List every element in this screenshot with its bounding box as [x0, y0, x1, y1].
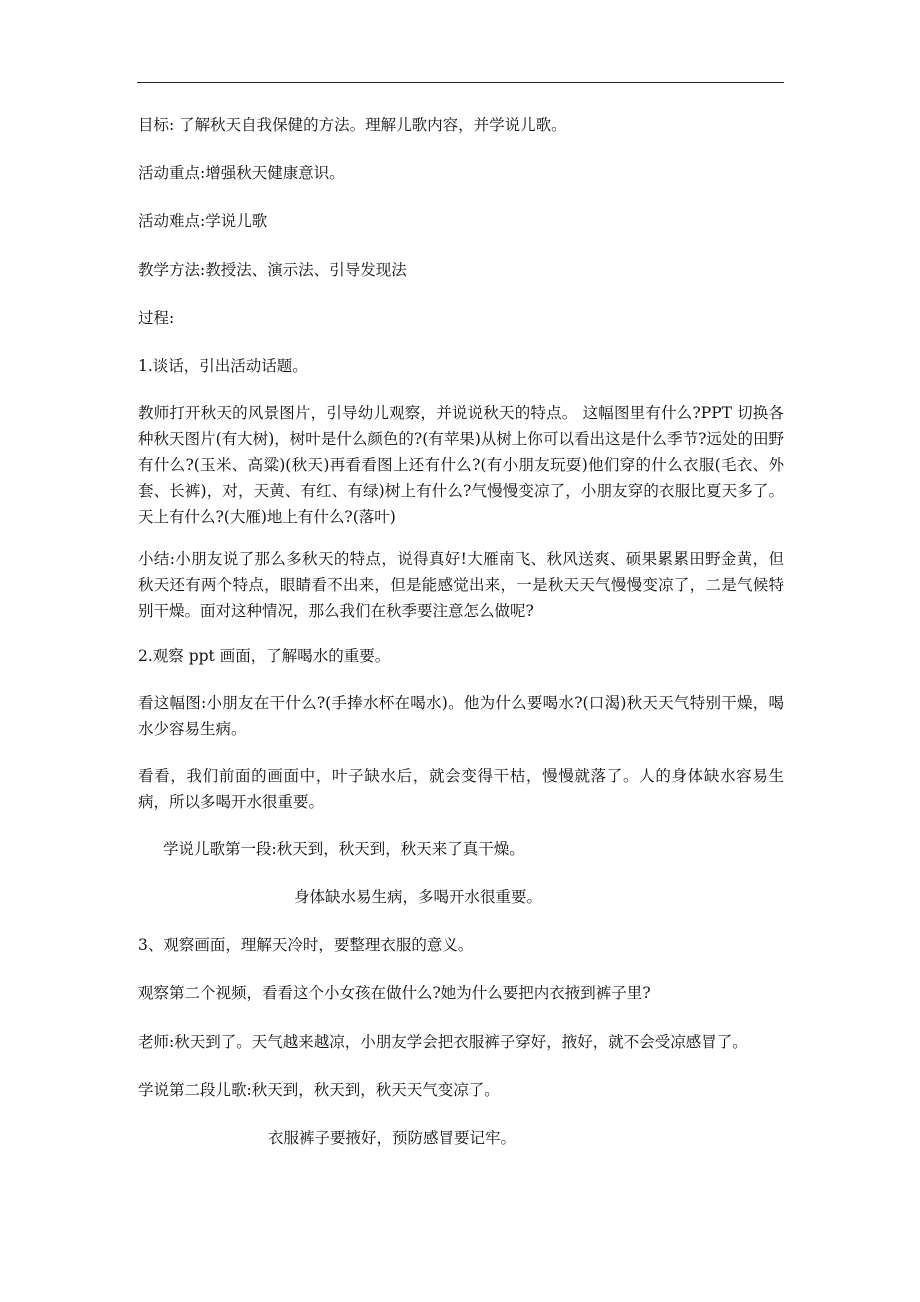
- song1-line-1: 学说儿歌第一段:秋天到，秋天到，秋天来了真干燥。: [163, 840, 525, 858]
- song2-line-2: 衣服裤子要掖好，预防感冒要记牢。: [268, 1129, 517, 1147]
- step2-heading: 2.观察 ppt 画面，了解喝水的重要。: [138, 647, 391, 665]
- step3-body-2: 老师:秋天到了。天气越来越凉，小朋友学会把衣服裤子穿好，掖好，就不会受凉感冒了。: [138, 1033, 748, 1051]
- step1-body: 教师打开秋天的风景图片，引导幼儿观察，并说说秋天的特点。 这幅图里有什么?PPT 切换各种秋天图片(有大树)，树叶是什么颜色的?(有苹果)从树上你可以看出这是什么季节?远处的田野有什么?(玉米、高粱)(秋天)再看看图上还有什么?(有小朋友玩耍)他们穿的什么衣服(毛衣、外套、长裤)，对，天黄、有红、有绿)树上有什么?气慢慢变凉了，小朋友穿的衣服比夏天多了。天上有什么?(大雁)地上有什么?(落叶): [138, 404, 784, 526]
- step3-heading: 3、观察画面，理解天冷时，要整理衣服的意义。: [138, 936, 474, 954]
- process-heading: 过程:: [138, 309, 175, 327]
- step1-heading: 1.谈话，引出活动话题。: [138, 357, 308, 375]
- song1-line-2: 身体缺水易生病，多喝开水很重要。: [294, 888, 543, 906]
- header-divider: [137, 82, 784, 83]
- method-paragraph: 教学方法:教授法、演示法、引导发现法: [138, 261, 407, 279]
- step2-body-1: 看这幅图:小朋友在干什么?(手捧水杯在喝水)。他为什么要喝水?(口渴)秋天天气特别干燥，喝水少容易生病。: [138, 694, 784, 738]
- step2-body-2: 看看，我们前面的画面中，叶子缺水后，就会变得干枯，慢慢就落了。人的身体缺水容易生病，所以多喝开水很重要。: [138, 767, 784, 811]
- difficulty-paragraph: 活动难点:学说儿歌: [138, 212, 268, 230]
- summary-paragraph: 小结:小朋友说了那么多秋天的特点，说得真好!大雁南飞、秋风送爽、硕果累累田野金黄，但秋天还有两个特点，眼睛看不出来，但是能感觉出来，一是秋天天气慢慢变凉了，二是气候特别干燥。面对这种情况，那么我们在秋季要注意怎么做呢?: [138, 550, 784, 620]
- focus-paragraph: 活动重点:增强秋天健康意识。: [138, 164, 345, 182]
- song2-line-1: 学说第二段儿歌:秋天到，秋天到，秋天天气变凉了。: [138, 1081, 500, 1099]
- step3-body-1: 观察第二个视频，看看这个小女孩在做什么?她为什么要把内衣掖到裤子里?: [138, 984, 651, 1002]
- goal-paragraph: 目标: 了解秋天自我保健的方法。理解儿歌内容，并学说儿歌。: [138, 116, 567, 134]
